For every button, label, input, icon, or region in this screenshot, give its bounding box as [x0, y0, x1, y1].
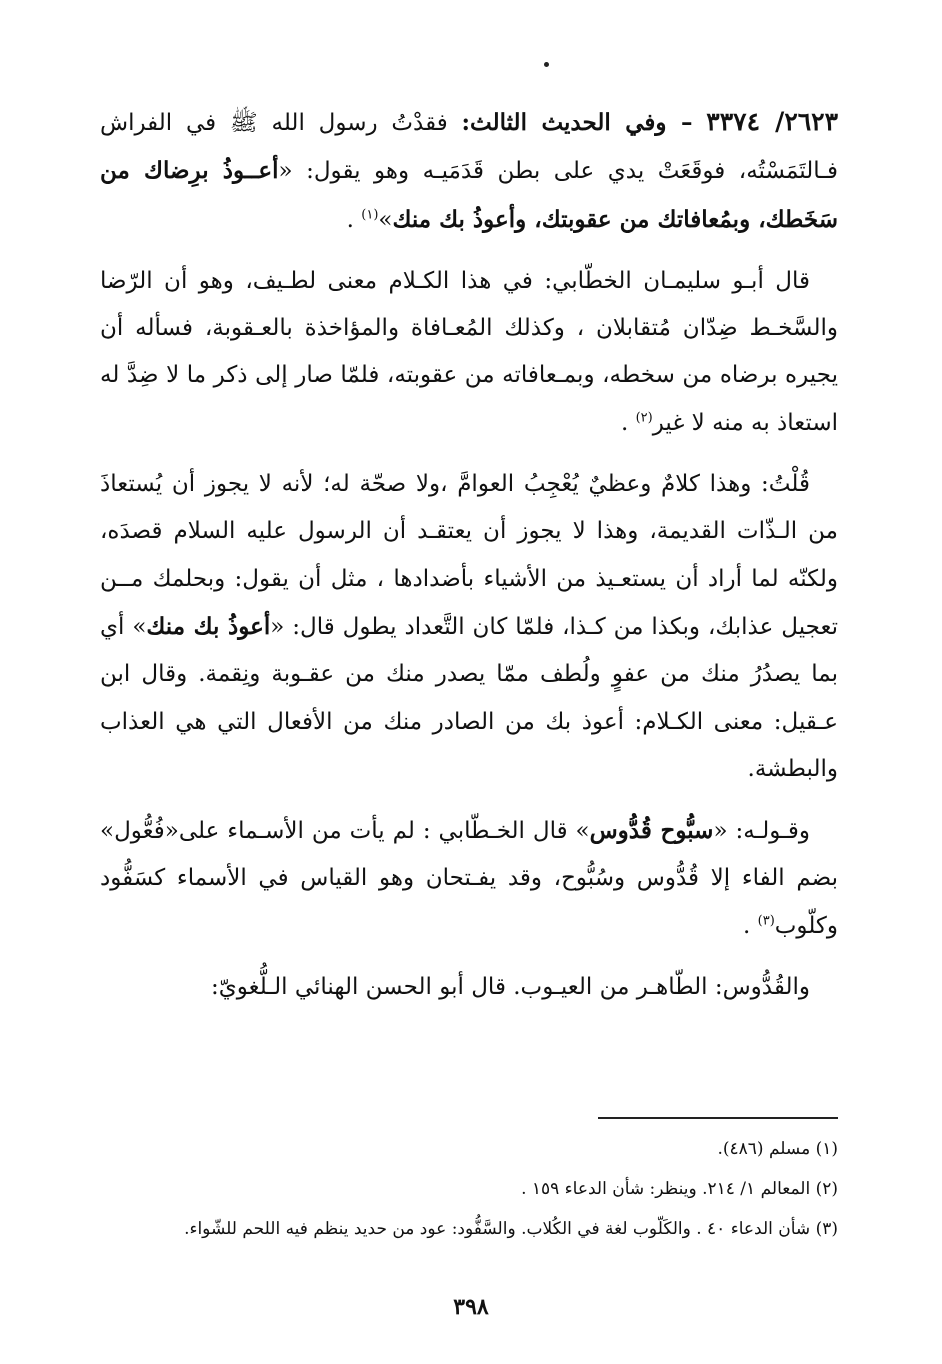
main-text — [100, 98, 838, 1025]
footnotes — [100, 1138, 838, 1258]
subbuh-quote: سبُّوح قُدُّوس — [589, 817, 714, 845]
subbuh-text-start: وقـولـه: « — [713, 818, 810, 845]
khattabi-paragraph — [100, 258, 838, 447]
hadith-paragraph — [100, 98, 838, 244]
commentary-text-start: قُلْتُ: وهذا كلامٌ وعظيٌ يُعْجِبُ العوامَّ ،ولا صحّة له؛ لأنه لا يجوز أن يُستعاذَ من الـذّات القديمة، وهذا لا يجوز أن يعتقـد أن الرسول عليه السلام قصدَه، ولكنّه لما أراد أن يستعـيذ من الأشياء بأضدادها ، مثل أن يقول: وبحلمك مــن تعجيل عذابك، وبكذا من كـذا، فلمّا كان التَّعداد يطول قال: « — [100, 471, 838, 640]
hadith-end: . — [346, 206, 362, 233]
footnote-1: (١) مسلم (٤٨٦). — [717, 1139, 838, 1159]
footnote-ref-2: (٢) — [635, 410, 653, 426]
commentary-text-end: » أي بما يصدُرُ منك من عفوٍ ولُطف ممّا يصدر منك من عقـوبة ونِقمة. وقال ابن عـقيل: معنى الكـلام: أعوذ بك من الصادر منك من الأفعال التي هي العذاب والبطشة. — [100, 613, 838, 782]
footnote-3: (٣) شأن الدعاء ٤٠ . والكَلّوب لغة في الكُلاب. والسَّفُّود: عود من حديد ينظم فيه اللحم للشّواء. — [184, 1219, 838, 1239]
footnote-ref-1: (١) — [361, 206, 379, 222]
hadith-quote: أعــوذُ برِضاك من سَخَطك، وبمُعافاتك من عقوبتك، وأعوذُ بك منك — [100, 157, 838, 233]
khattabi-end: . — [620, 409, 636, 436]
khattabi-text: قال أبـو سليمـان الخطّابي: في هذا الكـلام معنى لطـيف، وهو أن الرّضا والسَّخـط ضِدّان مُتقابلان ، وكذلك المُعـافاة والمؤاخذة بالعـقوبة، فسأله أن يجيره برضاه من سخطه، وبمـعافاته من عقوبته، فلمّا صار إلى ذكر ما لا ضِدَّ له استعاذ به منه لا غير — [100, 267, 838, 436]
subbuh-end: . — [743, 912, 758, 939]
subbuh-text-end: » قال الخـطّابي : لم يأت من الأسـماء على«فُعُّول» بضم الفاء إلا قُدُّوس وسُبُّوح، وقد يفـتحان وهو القياس في الأسماء كسَفُّود وكلّوب — [100, 818, 838, 939]
hadith-number: ٢٦٢٣/ ٣٣٧٤ — [706, 107, 839, 136]
quddus-text: والقُدُّوس: الطّاهـر من العيـوب. قال أبو الحسن الهنائي الـلُّغويّ: — [211, 974, 810, 1001]
commentary-paragraph — [100, 461, 838, 793]
footnote-separator — [598, 1117, 838, 1119]
commentary-quote: أعوذُ بك منك — [146, 612, 271, 640]
footnote-ref-3: (٣) — [757, 913, 775, 929]
subbuh-paragraph — [100, 807, 838, 950]
footnote-2: (٢) المعالم ١/ ٢١٤. وينظر: شأن الدعاء ١٥٩ . — [521, 1179, 838, 1199]
hadith-text-start: فقدْتُ رسول الله ﷺ في الفراش فـالتَمَسْتُه، فوقَعَتْ يدي على بطن قَدَمَيـه وهو يقول: « — [100, 110, 838, 185]
quddus-paragraph — [100, 964, 838, 1011]
top-dot-mark — [544, 62, 549, 67]
hadith-quote-close: » — [378, 206, 393, 233]
page-number: ٣٩٨ — [453, 1294, 489, 1320]
hadith-heading: – وفي الحديث الثالث: — [461, 109, 693, 136]
